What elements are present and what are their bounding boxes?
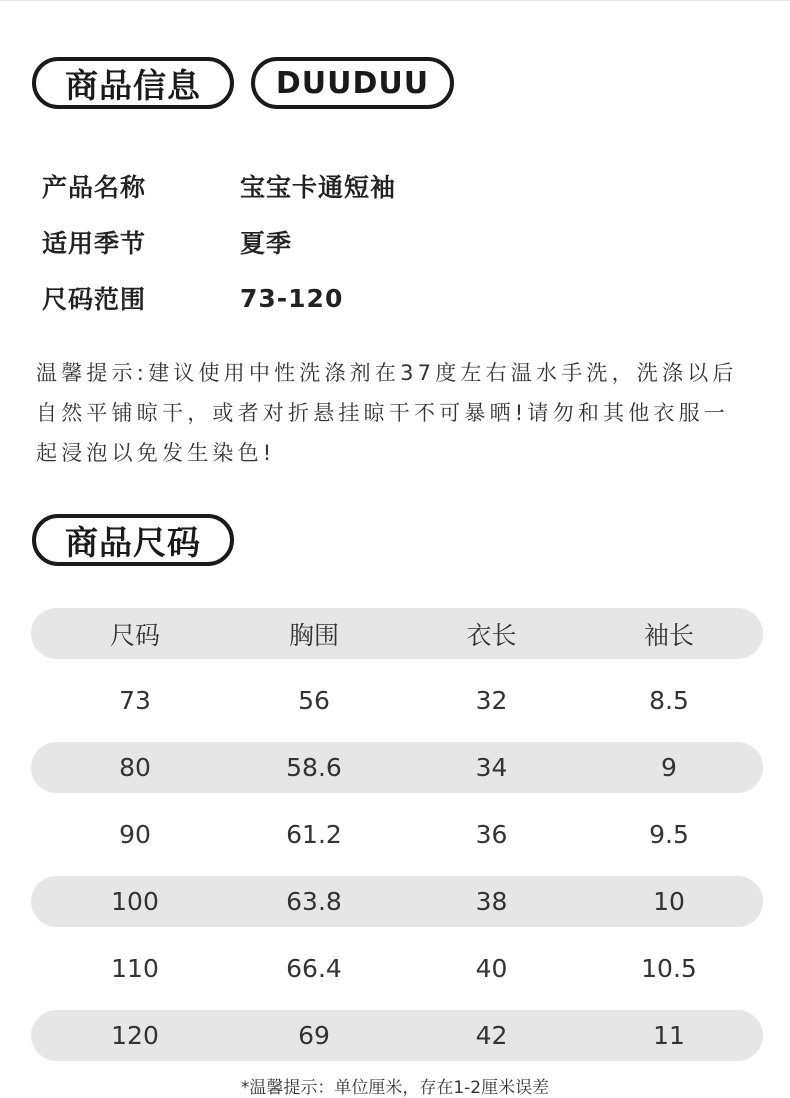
size-chart-heading: [32, 514, 234, 566]
brand-logo: [251, 57, 454, 109]
header-cell-chest: 胸围: [288, 620, 339, 650]
table-cell: 40: [475, 954, 508, 983]
table-cell: 36: [475, 820, 508, 849]
info-row-size-range: [42, 278, 343, 318]
table-cell: 120: [111, 1021, 159, 1050]
size-table: [31, 608, 763, 1077]
info-label: 尺码范围: [42, 285, 147, 314]
table-cell: 69: [298, 1021, 330, 1050]
product-info-heading: [32, 57, 234, 109]
table-cell: 42: [475, 1021, 508, 1050]
table-cell: 9.5: [649, 820, 689, 849]
info-value: 宝宝卡通短袖: [240, 173, 397, 202]
table-row: [31, 876, 763, 927]
table-cell: 66.4: [286, 954, 342, 983]
info-value: 夏季: [240, 229, 293, 258]
header-cell-length: 衣长: [466, 620, 517, 650]
table-cell: 32: [475, 686, 508, 715]
table-cell: 61.2: [286, 820, 342, 849]
table-cell: 8.5: [649, 686, 689, 715]
info-value: 73-120: [240, 283, 344, 313]
table-cell: 63.8: [286, 887, 342, 916]
table-row: [31, 675, 763, 726]
info-label: 适用季节: [42, 229, 147, 258]
care-instructions: 温馨提示:建议使用中性洗涤剂在37度左右温水手洗，洗涤以后自然平铺晾干，或者对折悬挂晾干不可暴晒!请勿和其他衣服一起浸泡以免发生染色!: [36, 361, 738, 465]
table-row: [31, 742, 763, 793]
table-cell: 34: [475, 753, 508, 782]
table-cell: 11: [653, 1021, 685, 1050]
table-cell: 56: [298, 686, 330, 715]
top-divider: [0, 0, 790, 1]
table-cell: 38: [475, 887, 508, 916]
table-cell: 90: [119, 820, 151, 849]
table-cell: 9: [661, 753, 677, 782]
product-info-heading-text: 商品信息: [65, 65, 201, 105]
table-row: [31, 1010, 763, 1061]
header-cell-size: 尺码: [109, 620, 160, 650]
info-row-product-name: [42, 166, 396, 206]
table-cell: 73: [119, 686, 151, 715]
info-label: 产品名称: [42, 173, 147, 202]
info-row-season: [42, 222, 292, 262]
table-header-row: [31, 608, 763, 659]
size-footnote: *温馨提示：单位厘米，存在1-2厘米误差: [240, 1078, 550, 1098]
size-chart-heading-text: 商品尺码: [65, 522, 201, 562]
table-cell: 80: [119, 753, 151, 782]
table-cell: 100: [111, 887, 159, 916]
table-cell: 10.5: [641, 954, 697, 983]
table-row: [31, 809, 763, 860]
table-cell: 10: [653, 887, 685, 916]
header-cell-sleeve: 袖长: [643, 620, 694, 650]
table-row: [31, 943, 763, 994]
table-cell: 110: [111, 954, 159, 983]
table-cell: 58.6: [286, 753, 342, 782]
brand-logo-text: DUUDUU: [275, 65, 430, 101]
